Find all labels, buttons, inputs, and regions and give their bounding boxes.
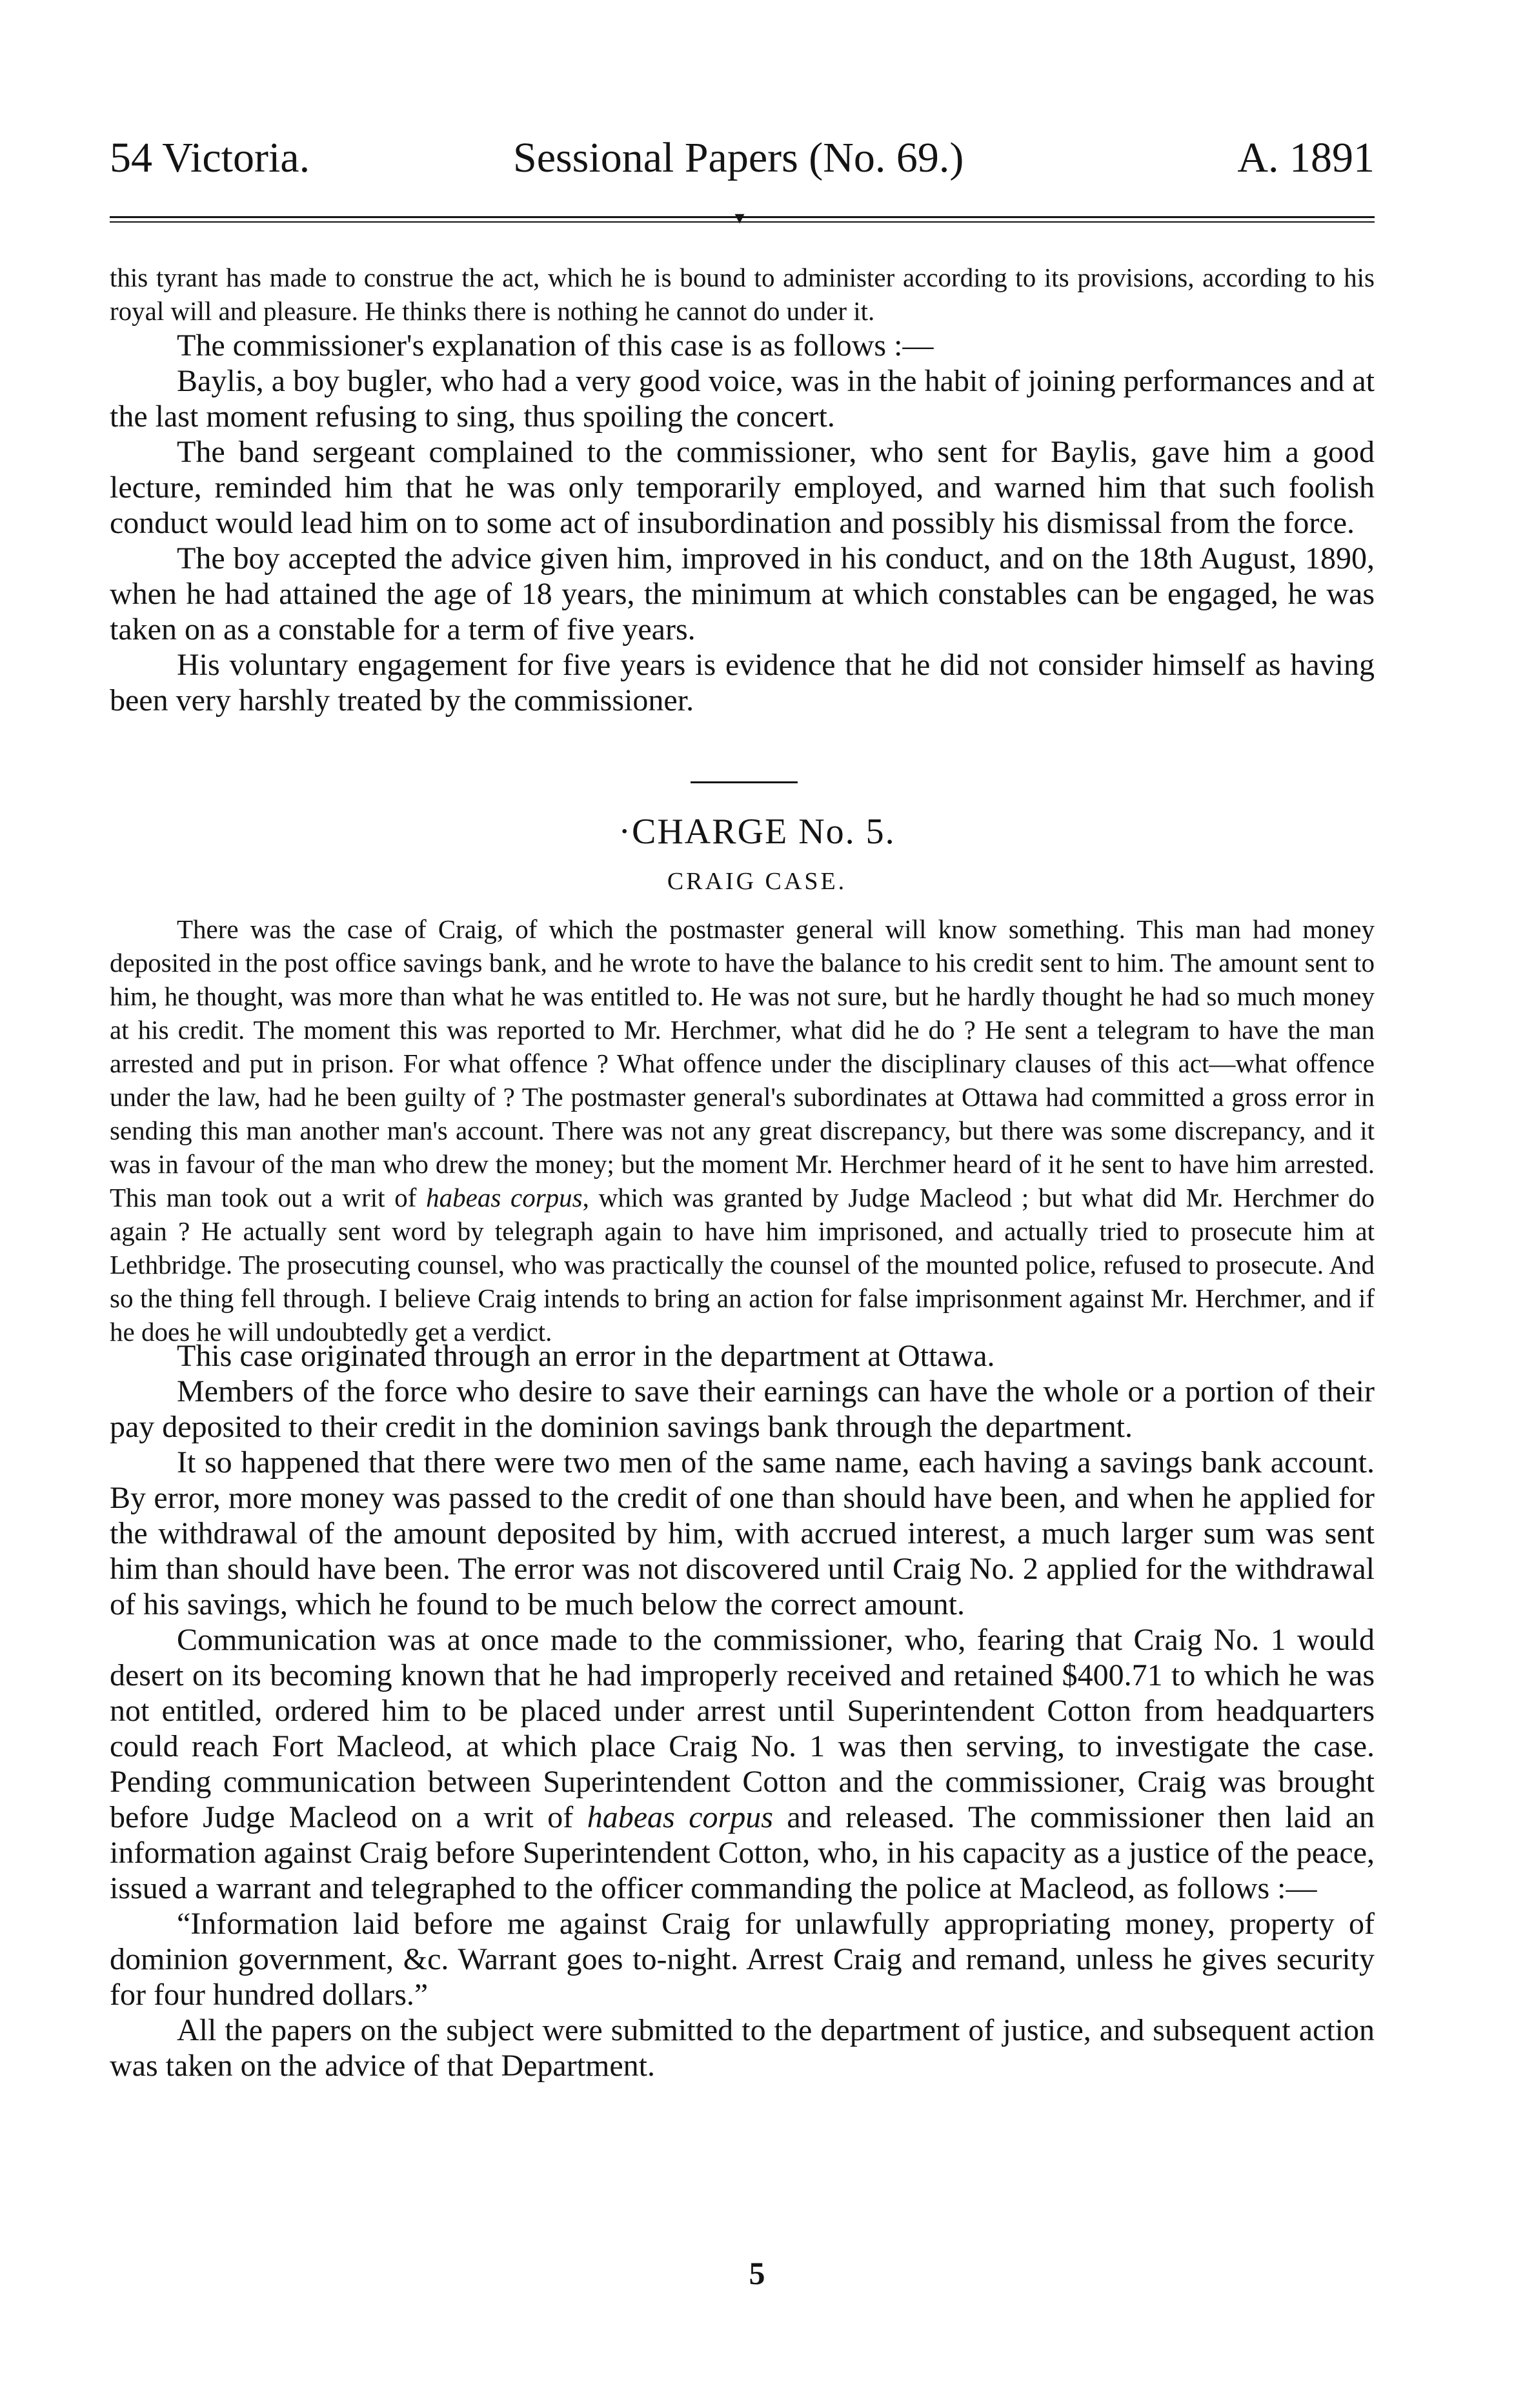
page-number: 5 xyxy=(749,2255,765,2291)
section-divider xyxy=(691,781,798,783)
explanation-paragraph: The commissioner's explanation of this case is as follows :— xyxy=(177,328,934,363)
reply-paragraph: This case originated through an error in the department at Ottawa. xyxy=(177,1339,995,1373)
header-year: A. 1891 xyxy=(1237,134,1375,181)
page-header xyxy=(110,126,1375,190)
intro-section xyxy=(110,261,1375,328)
explanation-paragraph: The band sergeant complained to the commissioner, who sent for Baylis, gave him a good lecture, reminded him that he was only temporarily employed, and warned him that such foolish conduct would lead him on to some act of insubordination and possibly his dismissal from the force. xyxy=(110,435,1375,540)
explanation-paragraph: The boy accepted the advice given him, improved in his conduct, and on the 18th August, 1890, when he had attained the age of 18 years, the minimum at which constables can be engaged, he was taken on as a constable for a term of five years. xyxy=(110,541,1375,647)
quote-paragraph xyxy=(110,912,1375,1349)
explanation-paragraph: His voluntary engagement for five years is evidence that he did not consider himself as having been very harshly treated by the commissioner. xyxy=(110,648,1375,717)
quote-writ: habeas corpus xyxy=(426,1183,583,1212)
reply-paragraph: Members of the force who desire to save their earnings can have the whole or a portion of their pay deposited to their credit in the dominion savings bank through the department. xyxy=(110,1374,1375,1444)
header-volume: 54 Victoria. xyxy=(110,134,310,181)
rule-ornament-icon: ▾ xyxy=(734,207,745,228)
reply-text: Communication was at once made to the commissioner, who, fearing that Craig No. 1 would desert on its becoming known that he had improperly received and retained $400.71 to which he was not entitled, ordered him to be placed under arrest until Superintendent Cotton from headquarters could reach Fort Macleod, at which place Craig No. 1 was then serving, to investigate the case. Pending communication between Superintendent Cotton and the commissioner, Craig was brought before Judge Macleod on a writ of xyxy=(110,1623,1375,1834)
reply-writ: habeas corpus xyxy=(587,1800,773,1834)
explanation-paragraph: Baylis, a boy bugler, who had a very good voice, was in the habit of joining performances and at the last moment refusing to sing, thus spoiling the concert. xyxy=(110,364,1375,434)
case-subheading: CRAIG CASE. xyxy=(667,868,847,895)
reply-paragraph: All the papers on the subject were submitted to the department of justice, and subsequent action was taken on the advice of that Department. xyxy=(110,2013,1375,2083)
explanation-section xyxy=(110,328,1375,718)
header-title: Sessional Papers (No. 69.) xyxy=(513,134,964,181)
intro-paragraph: this tyrant has made to construe the act, which he is bound to administer according to its provisions, according to his royal will and pleasure. He thinks there is nothing he cannot do under it. xyxy=(110,263,1375,326)
reply-text: and released. The commissioner then laid an information against Craig before Superintendent Cotton, who, in his capacity as a justice of the peace, issued a warrant and telegraphed to the officer commanding the police at Macleod, as follows :— xyxy=(110,1800,1375,1905)
quote-text: , which was granted by Judge Macleod ; but what did Mr. Herchmer do again ? He actually sent word by telegraph again to have him imprisoned, and actually tried to prosecute him at Lethbridge. The prosecuting counsel, who was practically the counsel of the mounted police, refused to prosecute. And so the thing fell through. I believe Craig intends to bring an action for false imprisonment against Mr. Herchmer, and if he does he will undoubtedly get a verdict. xyxy=(110,1183,1375,1347)
charge-heading: ·CHARGE No. 5. xyxy=(618,812,896,852)
quoted-speech xyxy=(110,912,1375,1349)
reply-section xyxy=(110,1338,1375,2083)
quote-text: There was the case of Craig, of which the postmaster general will know something. This man had money deposited in the post office savings bank, and he wrote to have the balance to his credit sent to him. The amount sent to him, he thought, was more than what he was entitled to. He was not sure, but he hardly thought he had so much money at his credit. The moment this was reported to Mr. Herchmer, what did he do ? He sent a telegram to have the man arrested and put in prison. For what offence ? What offence under the disciplinary clauses of this act—what offence under the law, had he been guilty of ? The postmaster general's subordinates at Ottawa had committed a gross error in sending this man another man's account. There was not any great discrepancy, but there was some discrepancy, and it was in favour of the man who drew the money; but the moment Mr. Herchmer heard of it he sent to have him arrested. This man took out a writ of xyxy=(110,914,1375,1212)
telegram-quote: “Information laid before me against Craig for unlawfully appropriating money, property of dominion government, &c. Warrant goes to-night. Arrest Craig and remand, unless he gives security for four hundred dollars.” xyxy=(110,1907,1375,2012)
reply-paragraph xyxy=(110,1622,1375,1906)
reply-paragraph: It so happened that there were two men of the same name, each having a savings bank account. By error, more money was passed to the credit of one than should have been, and when he applied for the withdrawal of the amount deposited by him, with accrued interest, a much larger sum was sent him than should have been. The error was not discovered until Craig No. 2 applied for the withdrawal of his savings, which he found to be much below the correct amount. xyxy=(110,1445,1375,1621)
